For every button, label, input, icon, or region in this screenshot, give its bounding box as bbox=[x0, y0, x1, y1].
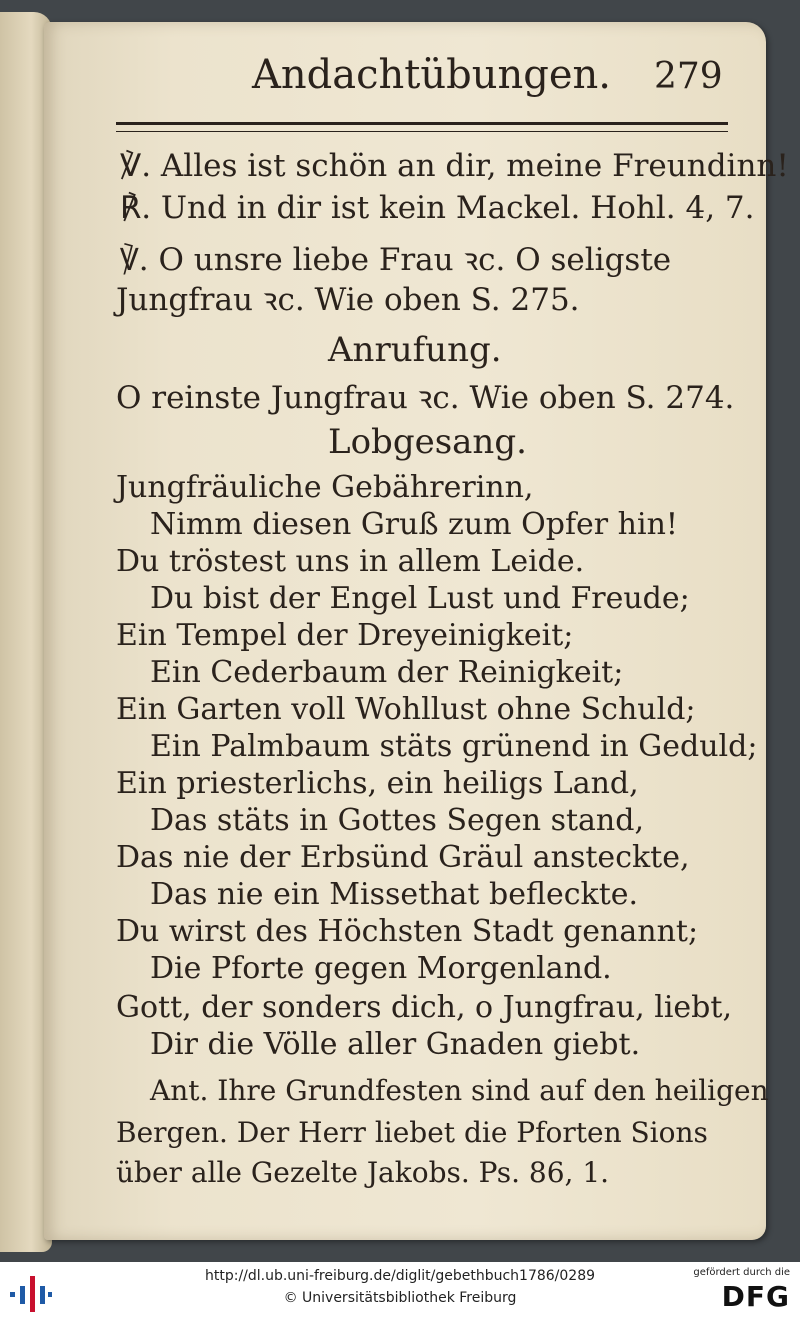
hymn-line: Ein Tempel der Dreyeinigkeit; bbox=[116, 618, 574, 653]
hymn-line: Das stäts in Gottes Segen stand, bbox=[150, 803, 644, 838]
hymn-line: Ein Garten voll Wohllust ohne Schuld; bbox=[116, 692, 696, 727]
text-line: Jungfrau ꝛc. Wie oben S. 275. bbox=[116, 282, 580, 318]
funding-note: gefördert durch die bbox=[693, 1267, 790, 1278]
versicle-line: ℣. O unsre liebe Frau ꝛc. O seligste bbox=[120, 242, 672, 278]
hymn-line: Ein Cederbaum der Reinigkeit; bbox=[150, 655, 624, 690]
hymn-line: Das nie ein Missethat befleckte. bbox=[150, 877, 639, 912]
hymn-line: Das nie der Erbsünd Gräul ansteckte, bbox=[116, 840, 690, 875]
permalink-url[interactable]: http://dl.ub.uni-freiburg.de/diglit/gebethbuch1786/0289 bbox=[204, 1268, 596, 1284]
hymn-line: Du bist der Engel Lust und Freude; bbox=[150, 581, 690, 616]
hymn-line: Ein priesterlichs, ein heiligs Land, bbox=[116, 766, 639, 801]
hymn-line: Jungfräuliche Gebährerinn, bbox=[116, 470, 534, 505]
versicle-line: ℣. Alles ist schön an dir, meine Freundinn! bbox=[120, 148, 789, 184]
response-line: ℟. Und in dir ist kein Mackel. Hohl. 4, 7. bbox=[120, 190, 755, 226]
page-number: 279 bbox=[654, 56, 723, 97]
hymn-line: Ein Palmbaum stäts grünend in Geduld; bbox=[150, 729, 758, 764]
antiphon-line: Bergen. Der Herr liebet die Pforten Sions bbox=[116, 1116, 708, 1149]
section-heading: Anrufung. bbox=[328, 330, 502, 370]
hymn-line: Dir die Völle aller Gnaden giebt. bbox=[150, 1027, 641, 1062]
header-rule bbox=[116, 122, 728, 132]
viewer-footer bbox=[0, 1262, 800, 1321]
hymn-line: Du tröstest uns in allem Leide. bbox=[116, 544, 585, 579]
hymn-line: Gott, der sonders dich, o Jungfrau, liebt, bbox=[116, 990, 732, 1025]
hymn-line: Nimm diesen Gruß zum Opfer hin! bbox=[150, 507, 678, 542]
section-heading: Lobgesang. bbox=[328, 422, 527, 462]
running-head: Andachtübungen. bbox=[252, 52, 611, 98]
hymn-line: Du wirst des Höchsten Stadt genannt; bbox=[116, 914, 699, 949]
copyright-notice: © Universitätsbibliothek Freiburg bbox=[283, 1290, 517, 1306]
hymn-line: Die Pforte gegen Morgenland. bbox=[150, 951, 612, 986]
dfg-logo: DFG bbox=[721, 1280, 790, 1313]
text-line: O reinste Jungfrau ꝛc. Wie oben S. 274. bbox=[116, 380, 735, 416]
antiphon-line: Ant. Ihre Grundfesten sind auf den heiligen bbox=[150, 1074, 769, 1107]
antiphon-line: über alle Gezelte Jakobs. Ps. 86, 1. bbox=[116, 1156, 610, 1189]
